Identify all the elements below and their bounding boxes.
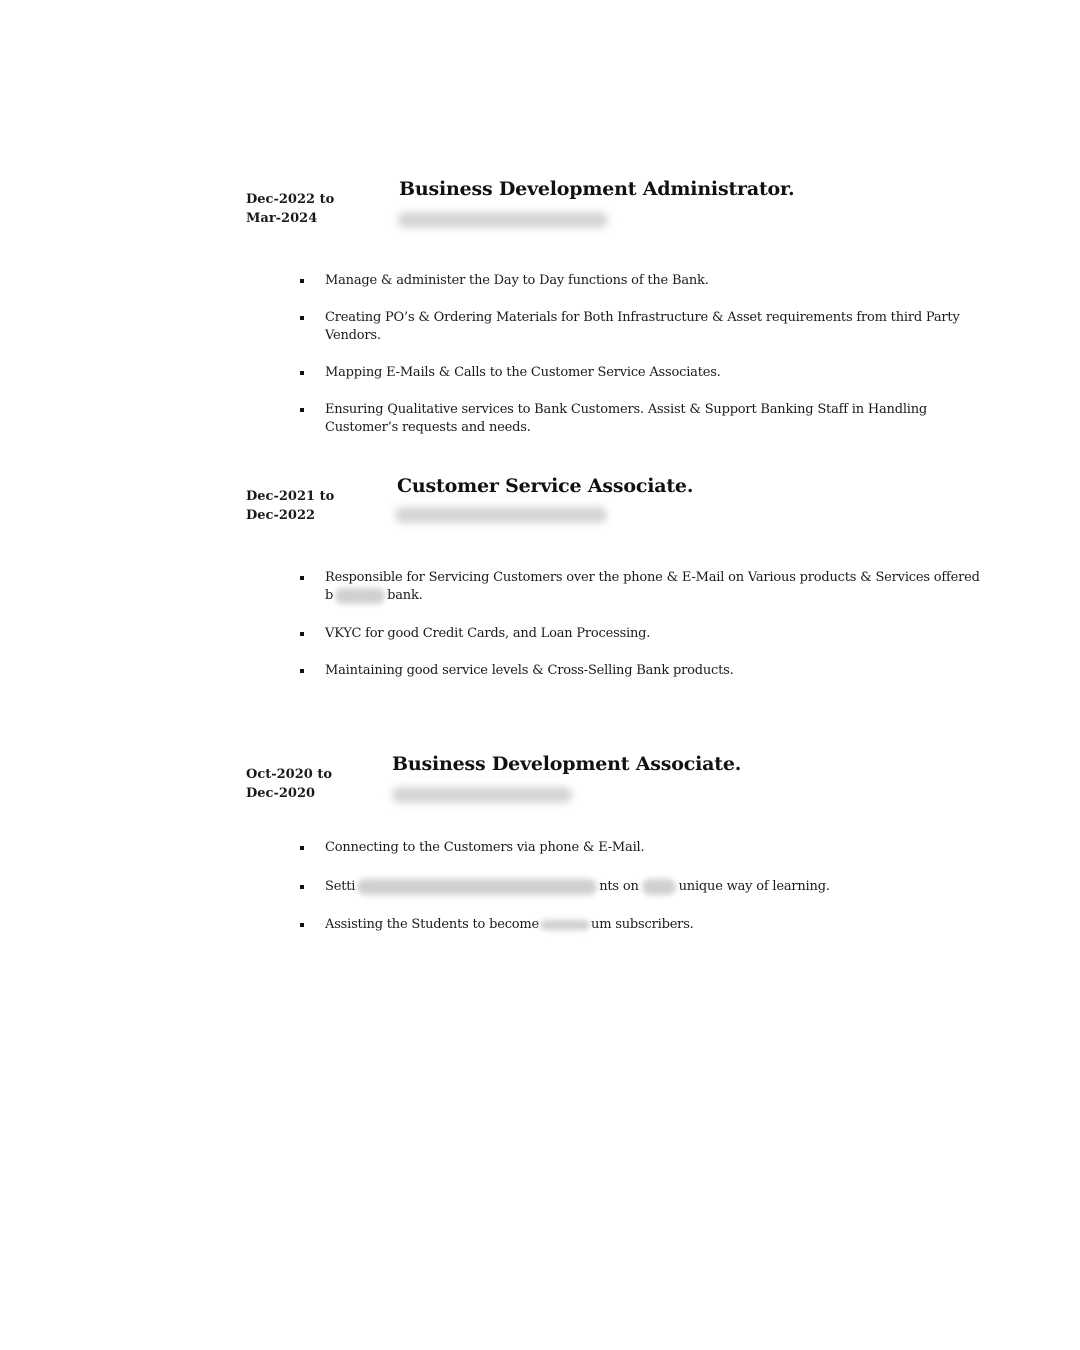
- date-from: Dec-2022 to: [246, 192, 335, 207]
- list-item: [300, 878, 980, 896]
- list-item: [300, 839, 980, 857]
- bullet-text: Responsible for Servicing Customers over the phone & E-Mail on Various products & Services offered b: [325, 570, 980, 603]
- bullet-icon: [300, 576, 304, 580]
- bullet-text: Connecting to the Customers via phone & E-Mail.: [325, 840, 645, 855]
- bullet-text: Assisting the Students to become: [325, 917, 540, 932]
- list-item: [300, 625, 980, 643]
- job-dates: [246, 487, 334, 525]
- company-name-redacted: [398, 212, 608, 228]
- responsibility-list: [300, 569, 980, 680]
- responsibility-list: [300, 839, 980, 934]
- job-title: Customer Service Associate.: [397, 475, 694, 497]
- list-item: [300, 272, 980, 290]
- bullet-icon: [300, 632, 304, 636]
- bullet-text: bank.: [387, 588, 423, 603]
- company-name-redacted: [395, 507, 607, 523]
- bullet-icon: [300, 885, 304, 889]
- date-from: Dec-2021 to: [246, 489, 335, 504]
- bullet-text: um subscribers.: [591, 917, 694, 932]
- bullet-text: Maintaining good service levels & Cross-Selling Bank products.: [325, 663, 734, 678]
- date-to: Mar-2024: [246, 211, 318, 226]
- responsibility-list: [300, 272, 980, 437]
- redacted-text: [642, 879, 676, 895]
- bullet-text: Setti: [325, 879, 356, 894]
- list-item: [300, 662, 980, 680]
- date-from: Oct-2020 to: [246, 767, 333, 782]
- job-dates: [246, 765, 332, 803]
- bullet-icon: [300, 408, 304, 412]
- bullet-text: unique way of learning.: [678, 879, 830, 894]
- bullet-icon: [300, 669, 304, 673]
- job-dates: [246, 190, 334, 228]
- bullet-text: Ensuring Qualitative services to Bank Customers. Assist & Support Banking Staff in Handling Customer’s requests and needs.: [325, 402, 928, 435]
- bullet-icon: [300, 279, 304, 283]
- company-name-redacted: [392, 787, 572, 803]
- bullet-icon: [300, 923, 304, 927]
- bullet-icon: [300, 316, 304, 320]
- redacted-text: [540, 920, 590, 930]
- list-item: [300, 569, 980, 605]
- list-item: [300, 401, 980, 437]
- bullet-text: Manage & administer the Day to Day functions of the Bank.: [325, 273, 709, 288]
- list-item: [300, 916, 980, 934]
- list-item: [300, 364, 980, 382]
- job-title: Business Development Administrator.: [399, 178, 795, 200]
- job-title: Business Development Associate.: [392, 753, 742, 775]
- bullet-icon: [300, 371, 304, 375]
- bullet-icon: [300, 846, 304, 850]
- date-to: Dec-2020: [246, 786, 316, 801]
- redacted-text: [357, 879, 597, 895]
- bullet-text: Mapping E-Mails & Calls to the Customer Service Associates.: [325, 365, 721, 380]
- bullet-text: Creating PO’s & Ordering Materials for Both Infrastructure & Asset requirements from third Party Vendors.: [325, 310, 960, 343]
- redacted-text: [335, 588, 385, 604]
- list-item: [300, 309, 980, 345]
- bullet-text: nts on: [599, 879, 639, 894]
- bullet-text: VKYC for good Credit Cards, and Loan Processing.: [325, 626, 651, 641]
- date-to: Dec-2022: [246, 508, 316, 523]
